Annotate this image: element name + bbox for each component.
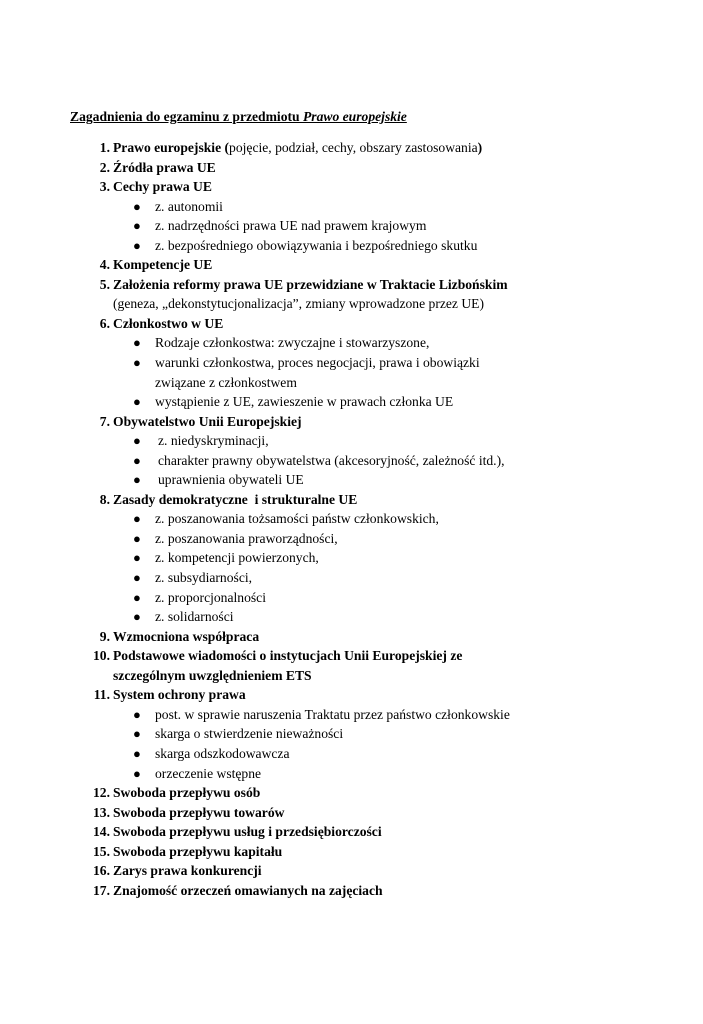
bullet-text: z. proporcjonalności [155,589,266,605]
bullet-item [0,470,703,490]
bullet-text: wystąpienie z UE, zawieszenie w prawach członka UE [155,394,454,410]
item-label: Podstawowe wiadomości o instytucjach Unii Europejskiej ze [113,648,463,664]
bullet-item [0,431,703,451]
list-item [0,881,703,901]
bullet-icon: ● [133,765,141,781]
bullet-text: uprawnienia obywateli UE [158,472,304,488]
bullet-text: z. nadrzędności prawa UE nad prawem krajowym [155,218,427,234]
list-item [0,842,703,862]
item-label: Wzmocniona współpraca [113,628,260,644]
item-number: 11. [93,687,110,703]
bullet-text: orzeczenie wstępne [155,765,262,781]
item-label: System ochrony prawa [113,687,246,703]
item-label: Obywatelstwo Unii Europejskiej [113,413,302,429]
list-item [0,255,703,275]
bullet-item [0,744,703,764]
list-item [0,490,703,510]
bullet-item [0,529,703,549]
item-number: 16. [93,863,110,879]
bullet-text: z. autonomii [155,198,223,214]
bullet-continuation [0,373,703,393]
title-prefix: Zagadnienia do egzaminu z przedmiotu [70,109,303,124]
bullet-icon: ● [133,472,141,488]
list-item [0,138,703,158]
item-number: 1. [99,140,110,155]
item-number: 7. [99,413,110,429]
bullet-text: warunki członkostwa, proces negocjacji, prawa i obowiązki [155,355,480,371]
item-number: 17. [93,882,110,898]
item-continuation: (geneza, „dekonstytucjonalizacja”, zmiany wprowadzone przez UE) [113,296,485,312]
item-number: 3. [99,179,110,195]
bullet-text: z. niedyskryminacji, [158,433,269,449]
bullet-text: z. bezpośredniego obowiązywania i bezpośredniego skutku [155,237,478,253]
bullet-text: z. poszanowania praworządności, [155,530,338,546]
list-item [0,822,703,842]
item-label: Członkostwo w UE [113,315,224,331]
bullet-item [0,216,703,236]
bullet-icon: ● [133,726,141,742]
bullet-item [0,333,703,353]
item-label: Swoboda przepływu usług i przedsiębiorczości [113,824,382,840]
bullet-icon: ● [133,550,141,566]
list-item [0,685,703,705]
item-note: pojęcie, podział, cechy, obszary zastosowania [229,140,478,155]
item-number: 4. [99,257,110,273]
bullet-item [0,451,703,471]
item-number: 10. [93,648,110,664]
bullet-text: z. poszanowania tożsamości państw członkowskich, [155,511,439,527]
bullet-item [0,236,703,256]
bullet-text: post. w sprawie naruszenia Traktatu przez państwo członkowskie [155,706,510,722]
document-title [70,108,407,125]
bullet-item [0,705,703,725]
item-number: 14. [93,824,110,840]
item-label: Założenia reformy prawa UE przewidziane w Traktacie Lizbońskim [113,276,508,292]
item-number: 2. [99,159,110,175]
list-item [0,646,703,666]
bullet-icon: ● [133,589,141,605]
bullet-icon: ● [133,530,141,546]
bullet-text: skarga o stwierdzenie nieważności [155,726,344,742]
bullet-icon: ● [133,355,141,371]
list-item-continuation [0,666,703,686]
item-label: Swoboda przepływu osób [113,785,261,801]
item-number: 12. [93,785,110,801]
bullet-text: Rodzaje członkostwa: zwyczajne i stowarzyszone, [155,335,430,351]
bullet-item [0,588,703,608]
bullet-icon: ● [133,394,141,410]
item-label: Źródła prawa UE [113,159,216,175]
bullet-text: z. solidarności [155,609,234,625]
list-item [0,275,703,295]
item-label: Zarys prawa konkurencji [113,863,262,879]
item-number: 5. [99,276,110,292]
bullet-text: skarga odszkodowawcza [155,745,290,761]
bullet-item [0,724,703,744]
bullet-text-continuation: związane z członkostwem [155,374,297,390]
item-label: Prawo europejskie (pojęcie, podział, cechy, obszary zastosowania) [113,140,483,155]
list-item [0,861,703,881]
bullet-item [0,197,703,217]
item-continuation: szczególnym uwzględnieniem ETS [113,667,312,683]
list-item [0,627,703,647]
bullet-icon: ● [133,511,141,527]
bullet-icon: ● [133,745,141,761]
item-number: 13. [93,804,110,820]
item-label: Znajomość orzeczeń omawianych na zajęciach [113,882,383,898]
item-number: 8. [99,491,110,507]
bullet-icon: ● [133,706,141,722]
item-label: Swoboda przepływu kapitału [113,843,283,859]
bullet-icon: ● [133,335,141,351]
item-number: 9. [99,628,110,644]
bullet-item [0,568,703,588]
bullet-item [0,764,703,784]
bullet-icon: ● [133,452,141,468]
list-item [0,158,703,178]
item-number: 15. [93,843,110,859]
bullet-icon: ● [133,609,141,625]
list-item [0,783,703,803]
item-number: 6. [99,315,110,331]
item-label: Zasady demokratyczne i strukturalne UE [113,491,358,507]
bullet-item [0,392,703,412]
list-item-continuation [0,294,703,314]
bullet-text: charakter prawny obywatelstwa (akcesoryjność, zależność itd.), [158,452,505,468]
bullet-item [0,509,703,529]
list-item [0,177,703,197]
bullet-icon: ● [133,433,141,449]
title-subject: Prawo europejskie [303,109,407,124]
list-item [0,314,703,334]
item-label: Swoboda przepływu towarów [113,804,285,820]
list-item [0,803,703,823]
bullet-text: z. kompetencji powierzonych, [155,550,319,566]
bullet-item [0,548,703,568]
bullet-icon: ● [133,237,141,253]
bullet-icon: ● [133,570,141,586]
list-item [0,412,703,432]
bullet-item [0,353,703,373]
bullet-icon: ● [133,198,141,214]
bullet-text: z. subsydiarności, [155,570,253,586]
bullet-item [0,607,703,627]
topics-list [0,138,703,900]
item-label: Kompetencje UE [113,257,213,273]
bullet-icon: ● [133,218,141,234]
item-label: Cechy prawa UE [113,179,212,195]
